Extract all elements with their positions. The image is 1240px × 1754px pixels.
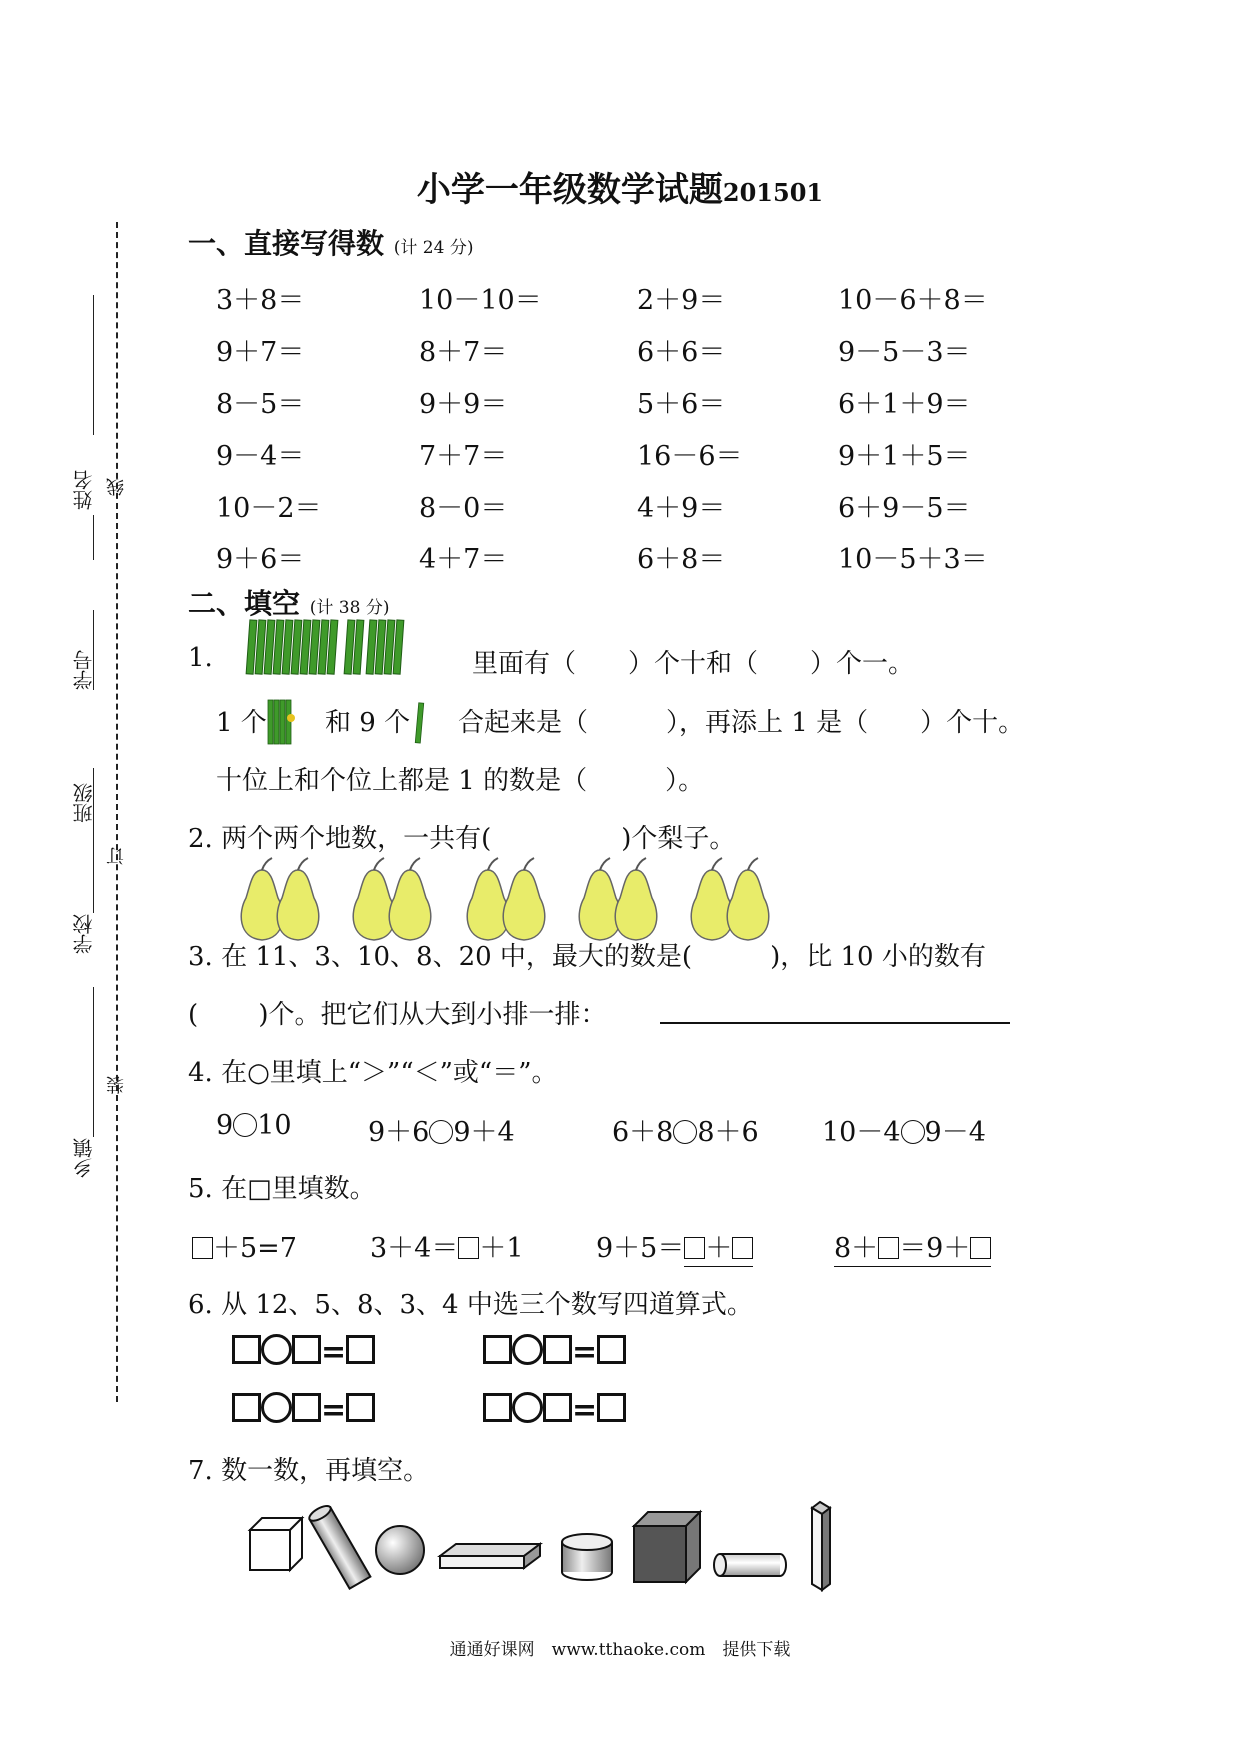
stick-bundle-icon [265, 698, 299, 746]
equation: 9＋6＝ [216, 544, 305, 575]
answer-box[interactable] [878, 1237, 899, 1259]
equation: 9－4＝ [216, 441, 305, 472]
sphere-shape [376, 1526, 424, 1574]
ten-sticks-bundles-image [246, 618, 446, 678]
compare-item: 9＋6 9＋4 [368, 1117, 515, 1148]
compare-item: 9 10 [216, 1110, 292, 1141]
page-title [0, 162, 1240, 211]
single-stick-icon [414, 702, 426, 744]
solid-shapes-image [240, 1500, 920, 1600]
footer-credit: 通通好课网 www.tthaoke.com 提供下载 [449, 1640, 791, 1660]
q1-line1: 里面有（ ）个十和（ ）个一。 [472, 649, 915, 679]
equation: 6＋9－5＝ [838, 493, 971, 524]
equation: 6＋6＝ [637, 337, 726, 368]
equation: 9＋7＝ [216, 337, 305, 368]
operator-circle[interactable] [512, 1392, 543, 1423]
equation: 10－2＝ [216, 493, 322, 524]
q1-line2-c: 合起来是（ ），再添上 1 是（ ）个十。 [458, 708, 1025, 738]
compare-circle[interactable] [233, 1113, 257, 1137]
equation: 4＋7＝ [419, 544, 508, 575]
q2-text: 2. 两个两个地数，一共有( )个梨子。 [188, 824, 736, 854]
equation: 10－6＋8＝ [838, 285, 988, 316]
answer-box[interactable] [543, 1335, 572, 1364]
answer-box[interactable] [458, 1237, 479, 1259]
answer-box[interactable] [684, 1237, 705, 1259]
answer-box[interactable] [292, 1393, 321, 1422]
section2-title: 二、填空 [188, 587, 301, 620]
binding-dashed-line [116, 222, 118, 1402]
answer-box[interactable] [597, 1335, 626, 1364]
q1-line3: 十位上和个位上都是 1 的数是（ ）。 [216, 766, 705, 796]
answer-box[interactable] [232, 1335, 261, 1364]
formula-template: = [232, 1392, 375, 1428]
answer-box[interactable] [483, 1335, 512, 1364]
operator-circle[interactable] [261, 1392, 292, 1423]
equation: 9－5－3＝ [838, 337, 971, 368]
section2-heading [188, 582, 389, 622]
q3-line2: ( )个。把它们从大到小排一排： [188, 1000, 607, 1030]
compare-circle[interactable] [673, 1120, 697, 1144]
horizontal-cylinder-shape [714, 1554, 786, 1576]
fill-item: ＋5=7 [192, 1226, 297, 1265]
q3-answer-line [660, 1022, 1010, 1024]
answer-box[interactable] [346, 1393, 375, 1422]
section1-title: 一、直接写得数 [188, 227, 385, 260]
equation: 9＋1＋5＝ [838, 441, 971, 472]
equation: 6＋1＋9＝ [838, 389, 971, 420]
formula-template: = [483, 1334, 626, 1370]
answer-box[interactable] [346, 1335, 375, 1364]
name-blank-line [93, 295, 94, 435]
answer-box[interactable] [292, 1335, 321, 1364]
compare-circle[interactable] [429, 1120, 453, 1144]
q1-line2-a: 1 个 [216, 708, 267, 738]
equation: 7＋7＝ [419, 441, 508, 472]
sidebar-label-student-number: 学号 [72, 650, 96, 690]
compare-circle[interactable] [901, 1120, 925, 1144]
equation: 8－0＝ [419, 493, 508, 524]
cube-shape [250, 1518, 302, 1570]
fill-item: 9＋5＝ ＋ [596, 1226, 753, 1265]
q7-text: 7. 数一数，再填空。 [188, 1456, 430, 1486]
answer-box[interactable] [192, 1237, 213, 1259]
q3-line1: 3. 在 11、3、10、8、20 中，最大的数是( )，比 10 小的数有 [188, 942, 986, 972]
answer-box[interactable] [970, 1237, 991, 1259]
title-code: 201501 [722, 178, 824, 207]
sidebar-label-school: 学校 [72, 914, 96, 954]
equation: 8＋7＝ [419, 337, 508, 368]
q5-text: 5. 在□里填数。 [188, 1174, 376, 1204]
student-number-blank-line [93, 515, 94, 560]
binding-mark-ding: 订 [106, 847, 127, 865]
q1-line2-b: 和 9 个 [325, 708, 411, 738]
formula-template: = [483, 1392, 626, 1428]
answer-box[interactable] [597, 1393, 626, 1422]
fill-item: 8＋ ＝9＋ [834, 1226, 991, 1265]
fill-item: 3＋4＝ ＋1 [370, 1233, 524, 1264]
answer-box[interactable] [732, 1237, 753, 1259]
equation: 10－10＝ [419, 285, 542, 316]
sidebar-label-town: 乡镇 [72, 1138, 96, 1178]
q1-number: 1. [188, 643, 213, 673]
equation: 3＋8＝ [216, 285, 305, 316]
q4-text: 4. 在○里填上“＞”“＜”或“＝”。 [188, 1058, 558, 1088]
flat-cuboid-shape [440, 1544, 540, 1568]
title-main: 小学一年级数学试题 [416, 170, 723, 210]
sidebar-label-class: 班级 [72, 783, 96, 823]
short-cylinder-shape [562, 1534, 612, 1580]
answer-box[interactable] [543, 1393, 572, 1422]
operator-circle[interactable] [512, 1334, 543, 1365]
section1-points: (计 24 分) [393, 238, 474, 258]
equation: 10－5＋3＝ [838, 544, 988, 575]
answer-box[interactable] [483, 1393, 512, 1422]
equation: 16－6＝ [637, 441, 743, 472]
pears-image [240, 858, 780, 938]
section1-heading [188, 222, 473, 262]
large-cube-shape [634, 1512, 700, 1582]
tilted-cylinder-shape [307, 1503, 370, 1589]
binding-mark-zhuang: 装 [106, 1076, 127, 1094]
compare-item: 10－4 9－4 [822, 1117, 986, 1148]
compare-item: 6＋8 8＋6 [612, 1117, 759, 1148]
section2-points: (计 38 分) [309, 598, 390, 618]
equation: 2＋9＝ [637, 285, 726, 316]
equation: 4＋9＝ [637, 493, 726, 524]
equation: 6＋8＝ [637, 544, 726, 575]
q6-text: 6. 从 12、5、8、3、4 中选三个数写四道算式。 [188, 1290, 753, 1320]
operator-circle[interactable] [261, 1334, 292, 1365]
town-blank-line [93, 987, 94, 1137]
equation: 5＋6＝ [637, 389, 726, 420]
sidebar-label-name: 姓名 [72, 470, 96, 510]
answer-box[interactable] [232, 1393, 261, 1422]
binding-mark-xian: 线 [106, 478, 127, 496]
formula-template: = [232, 1334, 375, 1370]
equation: 9＋9＝ [419, 389, 508, 420]
equation: 8－5＝ [216, 389, 305, 420]
tall-cuboid-shape [812, 1502, 830, 1590]
